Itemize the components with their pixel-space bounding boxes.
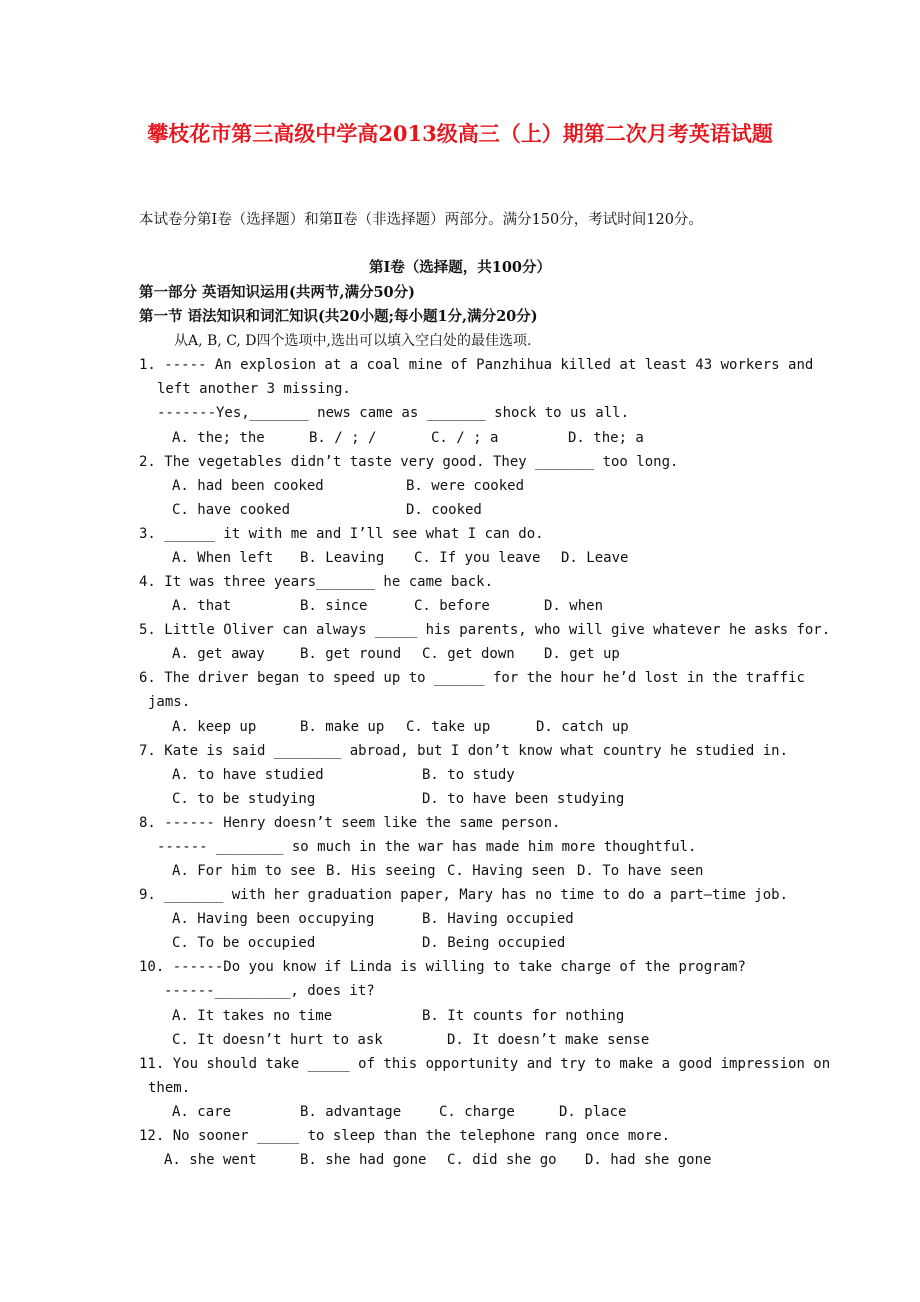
question-10-stem: 10. ------Do you know if Linda is willing to take charge of the program?	[139, 959, 746, 975]
option-c: C. It doesn’t hurt to ask	[172, 1032, 383, 1048]
exam-title: 攀枝花市第三高级中学高2013级高三（上）期第二次月考英语试题	[147, 121, 773, 146]
question-6-stem: 6. The driver began to speed up to ______ for the hour he’d lost in the traffic	[139, 670, 805, 686]
option-a: A. keep up	[172, 719, 257, 735]
option-c: C. have cooked	[172, 502, 291, 518]
option-b: B. get round	[300, 646, 402, 662]
question-10-reply: ------_________, does it?	[164, 983, 375, 999]
option-d: D. To have seen	[577, 863, 704, 879]
option-a: A. It takes no time	[172, 1008, 333, 1024]
option-c: C. take up	[406, 719, 491, 735]
option-d: D. to have been studying	[422, 791, 625, 807]
option-c: C. Having seen	[447, 863, 566, 879]
option-b: B. It counts for nothing	[422, 1008, 625, 1024]
question-1-stem-cont: left another 3 missing.	[157, 381, 351, 397]
option-d: D. Being occupied	[422, 935, 566, 951]
option-a: A. Having been occupying	[172, 911, 375, 927]
option-c: C. charge	[439, 1104, 515, 1120]
option-d: D. the; a	[568, 430, 644, 446]
part-heading: 第一部分 英语知识运用(共两节,满分50分)	[139, 284, 415, 301]
option-d: D. when	[544, 598, 604, 614]
option-c: C. did she go	[447, 1152, 557, 1168]
question-4-stem: 4. It was three years_______ he came back.	[139, 574, 494, 590]
option-a: A. When left	[172, 550, 274, 566]
question-11-stem: 11. You should take _____ of this opportunity and try to make a good impression on	[139, 1056, 831, 1072]
option-a: A. had been cooked	[172, 478, 324, 494]
option-b: B. Leaving	[300, 550, 385, 566]
question-2-stem: 2. The vegetables didn’t taste very good. They _______ too long.	[139, 454, 679, 470]
option-d: D. place	[559, 1104, 627, 1120]
question-8-stem: 8. ------ Henry doesn’t seem like the same person.	[139, 815, 561, 831]
option-d: D. had she gone	[585, 1152, 712, 1168]
question-7-stem: 7. Kate is said ________ abroad, but I don’t know what country he studied in.	[139, 743, 789, 759]
option-c: C. If you leave	[414, 550, 541, 566]
question-1-stem: 1. ----- An explosion at a coal mine of Panzhihua killed at least 43 workers and	[139, 357, 814, 373]
option-c: C. to be studying	[172, 791, 316, 807]
option-a: A. care	[172, 1104, 232, 1120]
question-12-stem: 12. No sooner _____ to sleep than the telephone rang once more.	[139, 1128, 671, 1144]
question-5-stem: 5. Little Oliver can always _____ his parents, who will give whatever he asks for.	[139, 622, 831, 638]
option-b: B. since	[300, 598, 368, 614]
option-b: B. / ; /	[309, 430, 377, 446]
question-1-reply: -------Yes,_______ news came as _______ shock to us all.	[157, 405, 630, 421]
option-c: C. get down	[422, 646, 515, 662]
option-d: D. It doesn’t make sense	[447, 1032, 650, 1048]
section-heading: 第一节 语法知识和词汇知识(共20小题;每小题1分,满分20分)	[139, 308, 538, 325]
option-a: A. the; the	[172, 430, 265, 446]
option-c: C. To be occupied	[172, 935, 316, 951]
option-d: D. catch up	[536, 719, 629, 735]
instruction: 从A, B, C, D四个选项中,选出可以填入空白处的最佳选项.	[174, 333, 532, 349]
option-c: C. / ; a	[431, 430, 499, 446]
option-a: A. that	[172, 598, 232, 614]
question-8-reply: ------ ________ so much in the war has made him more thoughtful.	[157, 839, 697, 855]
exam-intro: 本试卷分第Ⅰ卷（选择题）和第Ⅱ卷（非选择题）两部分。满分150分，考试时间120分。	[139, 212, 703, 228]
option-d: D. cooked	[406, 502, 482, 518]
option-b: B. she had gone	[300, 1152, 427, 1168]
option-b: B. to study	[422, 767, 515, 783]
question-3-stem: 3. ______ it with me and I’ll see what I can do.	[139, 526, 544, 542]
option-a: A. she went	[164, 1152, 257, 1168]
question-6-stem-cont: jams.	[148, 694, 191, 710]
option-c: C. before	[414, 598, 490, 614]
option-b: B. Having occupied	[422, 911, 574, 927]
option-a: A. get away	[172, 646, 265, 662]
option-d: D. get up	[544, 646, 620, 662]
option-b: B. advantage	[300, 1104, 402, 1120]
question-9-stem: 9. _______ with her graduation paper, Mary has no time to do a part—time job.	[139, 887, 789, 903]
option-a: A. to have studied	[172, 767, 324, 783]
volume-heading: 第Ⅰ卷（选择题，共100分）	[368, 259, 552, 276]
option-a: A. For him to see	[172, 863, 316, 879]
option-b: B. were cooked	[406, 478, 525, 494]
question-11-stem-cont: them.	[148, 1080, 191, 1096]
option-b: B. make up	[300, 719, 385, 735]
option-d: D. Leave	[561, 550, 629, 566]
option-b: B. His seeing	[326, 863, 436, 879]
